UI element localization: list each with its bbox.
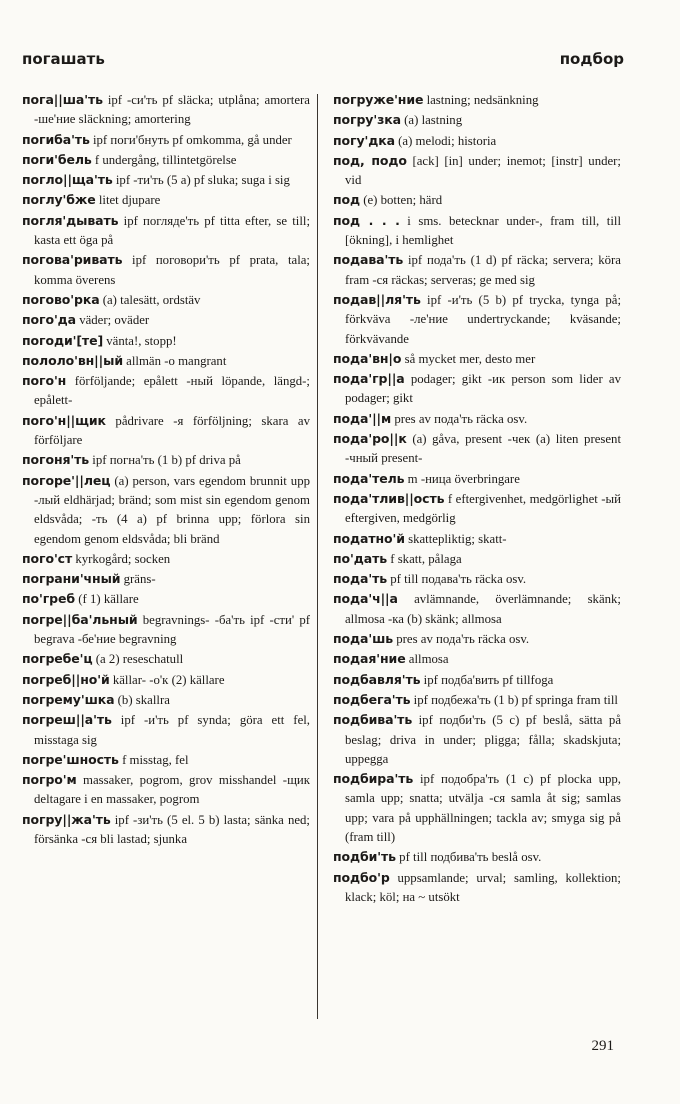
dictionary-entry [22, 770, 310, 810]
entry-headword: податно'й [333, 530, 405, 546]
left-column [22, 90, 310, 849]
entry-headword: погреш||а'ть [22, 712, 112, 728]
dictionary-entry [333, 469, 621, 489]
entry-definition: vänta!, stopp! [103, 333, 177, 348]
entry-headword: погоди'[те] [22, 332, 104, 348]
entry-definition: (b) skallra [114, 692, 170, 707]
entry-headword: пода'||м [333, 410, 392, 426]
entry-definition: f misstag, fel [118, 752, 189, 767]
entry-headword: пода'шь [333, 631, 394, 647]
entry-headword: подбавля'ть [333, 671, 421, 687]
dictionary-entry [22, 670, 310, 690]
dictionary-entry [333, 190, 621, 210]
dictionary-entry [333, 690, 621, 710]
entry-definition: (a 2) reseschatull [92, 652, 184, 667]
entry-headword: погро'м [22, 772, 77, 788]
entry-headword: подбо'р [333, 869, 390, 885]
entry-definition: massaker, pogrom, grov misshandel -щик deltagare i en massaker, pogrom [34, 773, 310, 807]
entry-definition: pf till подбива'ть beslå osv. [395, 850, 542, 865]
entry-headword: погоре'||лец [22, 472, 111, 488]
column-divider [317, 94, 318, 1019]
entry-definition: pådrivare -я förföljning; skara av förföljare [34, 413, 310, 448]
entry-definition: källar- -о'к (2) källare [109, 672, 225, 687]
dictionary-entry [333, 131, 621, 151]
entry-definition: pres av пода'ть räcka osv. [391, 411, 528, 426]
entry-headword: погре'шность [22, 751, 119, 767]
entry-definition: uppsamlande; urval; samling, kollektion; klack; köl; на ~ utsökt [345, 870, 621, 904]
entry-definition: ipf -ти'ть (5 a) pf sluka; suga i sig [112, 173, 290, 188]
entry-headword: подав||ля'ть [333, 291, 421, 307]
header-guide-word-right: подбор [559, 50, 624, 68]
entry-headword: погу'дка [333, 132, 395, 148]
dictionary-entry [333, 489, 621, 529]
entry-definition: ipf пода'ть (1 d) pf räcka; servera; köra fram -ся räckas; serveras; ge med sig [345, 253, 621, 287]
entry-headword: пололо'вн||ый [22, 352, 123, 368]
header-guide-word-left: погашать [22, 50, 105, 68]
dictionary-entry [333, 409, 621, 429]
entry-definition: i sms. betecknar under-, fram till, till [ökning], i hemlighet [345, 213, 621, 248]
dictionary-entry [333, 549, 621, 569]
dictionary-entry [22, 411, 310, 451]
dictionary-entry [22, 371, 310, 411]
entry-definition: gräns- [120, 572, 156, 587]
entry-headword: пога||ша'ть [22, 92, 103, 107]
right-column [333, 90, 621, 907]
dictionary-entry [22, 569, 310, 589]
entry-definition: så mycket mer, desto mer [401, 351, 536, 366]
dictionary-entry [22, 170, 310, 190]
entry-definition: pf till подава'ть räcka osv. [387, 572, 527, 587]
entry-definition: [ack] [in] under; inemot; [instr] under; vid [345, 153, 621, 188]
entry-definition: allmän -о mangrant [122, 353, 227, 368]
entry-definition: f eftergivenhet, medgörlighet -ый eftergiven, medgörlig [345, 491, 621, 526]
entry-headword: погреб||но'й [22, 671, 110, 687]
entry-definition: (a) person, vars egendom brunnit upp -лый eldhärjad; bränd; som mist sin egendom genom eldsvåda; -ть (4 a) pf brinna upp; förlora sin egendom genom eldsvåda; bli bränd [34, 473, 310, 546]
entry-definition: ipf -и'ть (5 b) pf trycka, tynga på; förkväva -ле'ние undertryckande; kväsande; förkvävande [345, 292, 621, 346]
entry-headword: пода'ть [333, 571, 388, 587]
entry-definition: avlämnande, överlämnande; skänk; allmosa -ка (b) skänk; allmosa [345, 592, 621, 626]
dictionary-entry [333, 110, 621, 130]
dictionary-entry [22, 589, 310, 609]
dictionary-entry [333, 589, 621, 629]
entry-definition: (e) botten; härd [360, 193, 443, 208]
entry-headword: подбира'ть [333, 771, 414, 787]
entry-definition: ipf поговори'ть pf prata, tala; komma överens [34, 253, 310, 287]
dictionary-entry [22, 290, 310, 310]
dictionary-entry [22, 331, 310, 351]
dictionary-entry [22, 649, 310, 669]
dictionary-entry [333, 649, 621, 669]
dictionary-entry [22, 150, 310, 170]
dictionary-entry [22, 690, 310, 710]
dictionary-entry [22, 471, 310, 549]
entry-definition: (f 1) källare [75, 592, 139, 607]
entry-headword: подби'ть [333, 849, 396, 865]
entry-headword: погрему'шка [22, 691, 115, 707]
entry-headword: подбива'ть [333, 712, 413, 728]
entry-definition: ipf погляде'ть pf titta efter, se till; kasta ett öga på [34, 213, 310, 248]
entry-definition: allmosa [405, 652, 449, 667]
entry-headword: поглу'бже [22, 192, 96, 208]
entry-headword: пода'ч||а [333, 591, 398, 607]
entry-headword: под [333, 192, 361, 208]
entry-headword: по'греб [22, 591, 76, 607]
entry-headword: погля'дывать [22, 212, 119, 228]
entry-definition: ipf -си'ть pf släcka; utplåna; amortera -ше'ние släckning; amortering [34, 93, 310, 127]
entry-headword: пода'вн|о [333, 350, 402, 366]
entry-definition: (a) gåva, present -чек (a) liten present -чный present- [345, 432, 621, 466]
entry-headword: пода'тлив||ость [333, 490, 445, 506]
dictionary-entry [333, 670, 621, 690]
entry-headword: пограни'чный [22, 571, 121, 587]
entry-headword: по'дать [333, 550, 388, 566]
entry-headword: погоня'ть [22, 452, 90, 468]
dictionary-entry [333, 250, 621, 290]
dictionary-entry [333, 151, 621, 191]
entry-headword: подая'ние [333, 651, 406, 667]
dictionary-entry [22, 549, 310, 569]
dictionary-entry [22, 310, 310, 330]
entry-definition: (a) talesätt, ordstäv [99, 292, 201, 307]
dictionary-entry [333, 868, 621, 908]
entry-headword: погре||ба'льный [22, 611, 138, 627]
page-header [22, 50, 624, 76]
entry-headword: погру||жа'ть [22, 811, 111, 827]
entry-headword: пода'тель [333, 470, 405, 486]
dictionary-entry [333, 847, 621, 867]
dictionary-entry [22, 190, 310, 210]
entry-headword: подбега'ть [333, 691, 411, 707]
entry-definition: f undergång, tillintetgörelse [91, 152, 237, 167]
dictionary-entry [333, 290, 621, 349]
entry-headword: поги'бель [22, 151, 92, 167]
entry-definition: lastning; nedsänkning [423, 93, 539, 107]
entry-definition: f skatt, pålaga [387, 551, 462, 566]
entry-definition: väder; oväder [76, 313, 150, 328]
dictionary-entry [22, 130, 310, 150]
entry-headword: пого'н [22, 373, 67, 389]
entry-definition: litet djupare [95, 193, 161, 208]
entry-headword: под . . . [333, 212, 400, 228]
dictionary-entry [333, 529, 621, 549]
entry-definition: ipf подбежа'ть (1 b) pf springa fram till [410, 692, 618, 707]
entry-definition: kyrkogård; socken [72, 551, 171, 566]
entry-headword: пода'ро||к [333, 431, 407, 447]
entry-headword: подава'ть [333, 252, 404, 268]
dictionary-entry [333, 369, 621, 409]
entry-headword: погру'зка [333, 112, 401, 128]
dictionary-entry [333, 569, 621, 589]
dictionary-entry [22, 450, 310, 470]
entry-definition: (a) melodi; historia [394, 133, 497, 148]
entry-definition: begravnings- -ба'ть ipf -сти' pf begrava -бе'ние begravning [34, 612, 310, 647]
entry-definition: skattepliktig; skatt- [404, 531, 507, 546]
entry-definition: ipf поги'бнуть pf omkomma, gå under [89, 132, 292, 147]
entry-definition: podager; gikt -ик person som lider av podager; gikt [345, 372, 621, 406]
dictionary-entry [22, 90, 310, 130]
dictionary-entry [22, 351, 310, 371]
dictionary-entry [22, 710, 310, 750]
entry-headword: пого'ст [22, 550, 73, 566]
dictionary-entry [333, 349, 621, 369]
entry-headword: погово'рка [22, 291, 100, 307]
entry-definition: (a) lastning [400, 113, 463, 128]
entry-headword: погова'ривать [22, 252, 123, 268]
entry-definition: ipf погна'ть (1 b) pf driva på [89, 453, 241, 468]
entry-headword: пого'да [22, 312, 76, 328]
entry-definition: ipf -зи'ть (5 el. 5 b) lasta; sänka ned; försänka -ся bli lastad; sjunka [34, 812, 310, 846]
dictionary-entry [333, 629, 621, 649]
dictionary-entry [22, 810, 310, 850]
dictionary-entry [333, 90, 621, 110]
entry-definition: ipf -и'ть pf synda; göra ett fel, misstaga sig [34, 713, 310, 747]
entry-headword: погло||ща'ть [22, 172, 113, 188]
entry-headword: под, подо [333, 152, 407, 168]
page-number: 291 [591, 1038, 614, 1054]
entry-definition: ipf подби'ть (5 c) pf beslå, sätta på beslag; driva in under; pligga; fålla; skadskjuta; uppegga [345, 713, 621, 766]
dictionary-entry [333, 769, 621, 847]
dictionary-entry [22, 750, 310, 770]
entry-headword: пого'н||щик [22, 412, 106, 428]
entry-definition: ipf подба'вить pf tillfoga [420, 672, 554, 687]
dictionary-entry [22, 610, 310, 650]
dictionary-entry [22, 250, 310, 290]
entry-definition: m -ница överbringare [404, 471, 520, 486]
entry-definition: förföljande; epålett -ный löpande, längd-; epålett- [34, 374, 310, 408]
entry-definition: pres av пода'ть räcka osv. [393, 632, 530, 647]
entry-headword: пода'гр||а [333, 371, 405, 387]
dictionary-entry [333, 211, 621, 251]
entry-headword: погруже'ние [333, 92, 424, 107]
dictionary-entry [22, 211, 310, 251]
entry-headword: погиба'ть [22, 131, 90, 147]
dictionary-entry [333, 710, 621, 769]
entry-headword: погребе'ц [22, 651, 93, 667]
entry-definition: ipf подобра'ть (1 c) pf plocka upp, samla upp; snatta; utvälja -ся samla åt sig; samlas upp; vara på upphällningen; tackla av; smyga sig på (fram till) [345, 772, 621, 844]
dictionary-entry [333, 429, 621, 469]
